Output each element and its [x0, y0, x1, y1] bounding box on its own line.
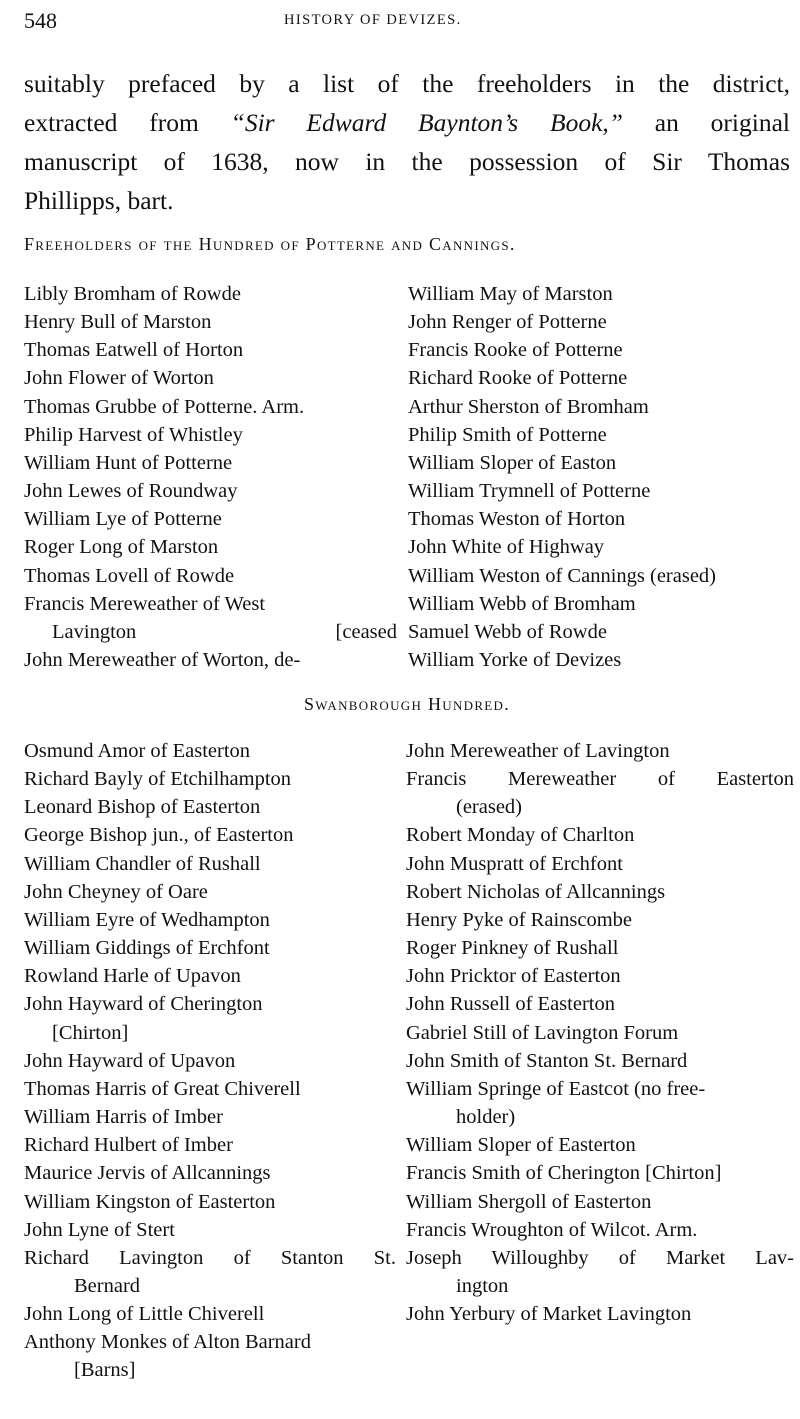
- freeholder-entry-continuation: [Chirton]: [52, 1021, 129, 1044]
- freeholder-entry: Richard Rooke of Potterne: [408, 367, 628, 390]
- freeholder-entry: Leonard Bishop of Easterton: [24, 796, 261, 819]
- freeholder-entry: Francis Smith of Cherington [Chirton]: [406, 1162, 722, 1185]
- freeholder-entry: John Hayward of Upavon: [24, 1049, 236, 1072]
- freeholder-entry: Francis Wroughton of Wilcot. Arm.: [406, 1218, 698, 1241]
- freeholder-entry: William Sloper of Easterton: [406, 1134, 636, 1157]
- freeholder-entry: William Trymnell of Potterne: [408, 480, 651, 503]
- freeholders-left-column: [24, 280, 397, 674]
- freeholder-entry-continuation: holder): [456, 1106, 516, 1129]
- freeholder-entry: William Shergoll of Easterton: [406, 1190, 652, 1213]
- freeholder-entry: John Lewes of Roundway: [24, 480, 238, 503]
- freeholder-entry: John Mereweather of Lavington: [406, 740, 670, 762]
- swanborough-left-column: [24, 737, 396, 1385]
- freeholder-entry: William Webb of Bromham: [408, 592, 636, 615]
- freeholder-entry: Gabriel Still of Lavington Forum: [406, 1021, 679, 1044]
- freeholders-right-column: [408, 280, 793, 674]
- freeholder-entry: Thomas Lovell of Rowde: [24, 564, 235, 587]
- freeholder-entry: John Russell of Easterton: [406, 993, 615, 1016]
- freeholder-entry: George Bishop jun., of Easterton: [24, 824, 294, 847]
- swanborough-right-column: [406, 737, 794, 1328]
- freeholder-entry: Roger Long of Marston: [24, 536, 219, 559]
- freeholder-entry: Thomas Weston of Horton: [408, 508, 626, 531]
- freeholder-entry: Philip Smith of Potterne: [408, 423, 607, 446]
- freeholder-entry: William May of Marston: [408, 283, 613, 305]
- freeholder-entry: Rowland Harle of Upavon: [24, 965, 241, 988]
- freeholder-entry: John Lyne of Stert: [24, 1218, 175, 1241]
- intro-line: manuscript of 1638, now in the possession of Sir Thomas: [24, 147, 790, 176]
- intro-paragraph: [24, 64, 790, 220]
- freeholder-entry: Samuel Webb of Rowde: [408, 620, 607, 643]
- freeholder-entry: Henry Bull of Marston: [24, 311, 212, 334]
- section-heading-potterne: Freeholders of the Hundred of Potterne and Cannings.: [24, 234, 516, 254]
- page-number: 548: [24, 8, 57, 33]
- intro-text: an original: [622, 108, 790, 137]
- freeholder-entry: William Eyre of Wedhampton: [24, 908, 270, 931]
- freeholder-entry-continuation: [24, 618, 397, 646]
- freeholder-entry: Francis Rooke of Potterne: [408, 339, 623, 362]
- freeholder-entry: Thomas Eatwell of Horton: [24, 339, 244, 362]
- freeholder-entry: John Renger of Potterne: [408, 311, 607, 334]
- freeholder-entry: Libly Bromham of Rowde: [24, 283, 241, 305]
- freeholder-entry: William Weston of Cannings (erased): [408, 564, 716, 587]
- running-title: HISTORY OF DEVIZES.: [284, 12, 462, 28]
- freeholder-entry: Osmund Amor of Easterton: [24, 740, 251, 762]
- freeholder-entry: William Lye of Potterne: [24, 508, 222, 531]
- freeholder-entry: William Sloper of Easton: [408, 451, 617, 474]
- continuation-text: Lavington: [52, 620, 137, 643]
- intro-line: Phillipps, bart.: [24, 186, 174, 215]
- freeholder-entry-continuation: ington: [456, 1274, 509, 1297]
- freeholder-entry: John Muspratt of Erchfont: [406, 852, 623, 875]
- freeholder-entry: William Springe of Eastcot (no free-: [406, 1077, 706, 1100]
- freeholder-entry: Richard Hulbert of Imber: [24, 1134, 233, 1157]
- running-head: [24, 8, 790, 38]
- freeholder-entry: Robert Monday of Charlton: [406, 824, 635, 847]
- intro-text: extracted from: [24, 108, 231, 137]
- freeholder-entry: Henry Pyke of Rainscombe: [406, 908, 633, 931]
- section-heading-swanborough: Swanborough Hundred.: [303, 694, 511, 714]
- freeholder-entry: John Mereweather of Worton, de-: [24, 649, 301, 672]
- freeholder-entry: John White of Highway: [408, 536, 605, 559]
- freeholder-entry: John Flower of Worton: [24, 367, 214, 390]
- freeholder-entry: Richard Bayly of Etchilhampton: [24, 768, 292, 791]
- freeholder-entry: Robert Nicholas of Allcannings: [406, 880, 666, 903]
- freeholder-entry: John Cheyney of Oare: [24, 880, 208, 903]
- freeholder-entry: Joseph Willoughby of Market Lav-: [406, 1246, 794, 1269]
- freeholder-entry: Richard Lavington of Stanton St.: [24, 1246, 396, 1269]
- freeholder-entry: Arthur Sherston of Bromham: [408, 395, 649, 418]
- book-title-italic: “Sir Edward Baynton’s Book,”: [230, 108, 623, 137]
- freeholder-entry: William Kingston of Easterton: [24, 1190, 276, 1213]
- freeholder-entry: Thomas Harris of Great Chiverell: [24, 1077, 301, 1100]
- freeholder-entry: William Hunt of Potterne: [24, 451, 233, 474]
- freeholder-entry: John Pricktor of Easterton: [406, 965, 621, 988]
- freeholder-entry: Francis Mereweather of Easterton: [406, 768, 794, 791]
- freeholder-entry: Anthony Monkes of Alton Barnard: [24, 1331, 311, 1354]
- freeholder-entry: John Hayward of Cherington: [24, 993, 263, 1016]
- freeholder-entry: William Yorke of Devizes: [408, 649, 622, 672]
- freeholder-entry: Maurice Jervis of Allcannings: [24, 1162, 271, 1185]
- freeholder-entry-continuation: Bernard: [74, 1274, 141, 1297]
- ceased-note: [ceased: [335, 620, 397, 643]
- freeholder-entry: Thomas Grubbe of Potterne. Arm.: [24, 395, 305, 418]
- freeholder-entry: John Smith of Stanton St. Bernard: [406, 1049, 688, 1072]
- intro-line: [24, 103, 790, 142]
- freeholder-entry: Philip Harvest of Whistley: [24, 423, 243, 446]
- freeholder-entry-continuation: (erased): [456, 796, 523, 819]
- intro-line: suitably prefaced by a list of the freeholders in the district,: [24, 69, 790, 98]
- freeholder-entry-continuation: [Barns]: [74, 1359, 136, 1382]
- freeholder-entry: Francis Mereweather of West: [24, 592, 266, 615]
- freeholder-entry: William Chandler of Rushall: [24, 852, 261, 875]
- freeholder-entry: William Giddings of Erchfont: [24, 937, 270, 960]
- freeholder-entry: John Yerbury of Market Lavington: [406, 1303, 692, 1326]
- freeholder-entry: John Long of Little Chiverell: [24, 1303, 265, 1326]
- freeholder-entry: Roger Pinkney of Rushall: [406, 937, 619, 960]
- freeholder-entry: William Harris of Imber: [24, 1106, 223, 1129]
